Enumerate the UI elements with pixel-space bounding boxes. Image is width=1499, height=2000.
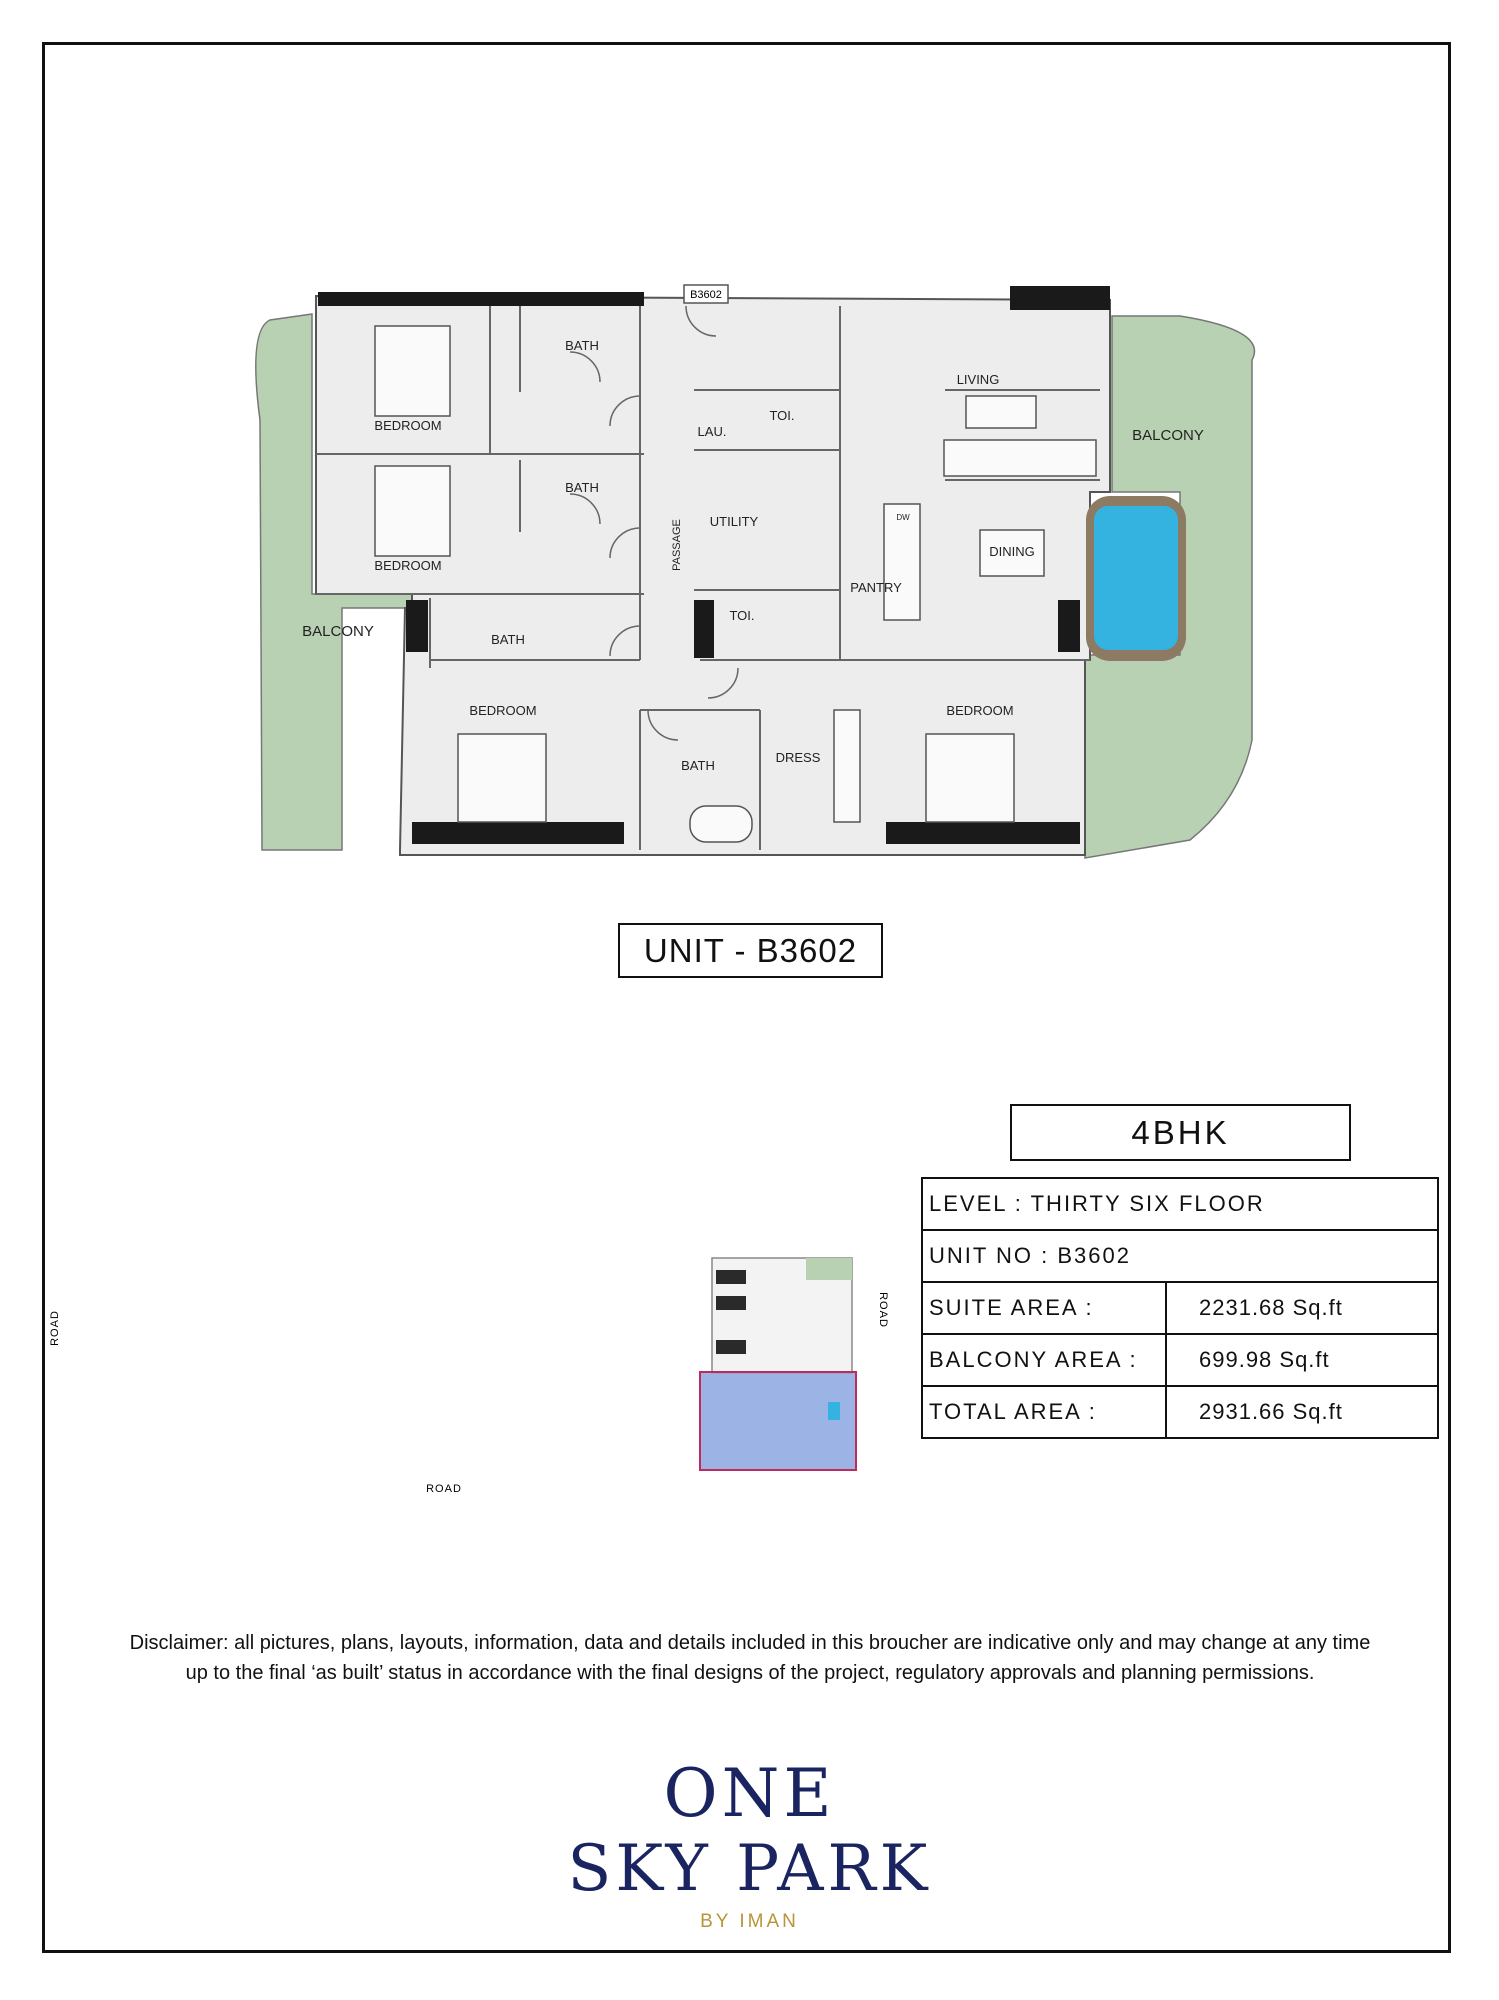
sofa: [944, 440, 1096, 476]
room-bedroom-1: BEDROOM: [374, 418, 442, 433]
table-row: [922, 1386, 1438, 1438]
room-bath-2: BATH: [565, 480, 599, 495]
brand-logo-line3: BY IMAN: [700, 1911, 799, 1932]
unit-type: 4BHK: [1010, 1104, 1351, 1161]
total-area-value: 2931.66 Sq.ft: [1166, 1386, 1438, 1438]
room-toi-1: TOI.: [769, 408, 795, 423]
room-dress: DRESS: [775, 750, 821, 765]
unit-no-cell: UNIT NO : B3602: [922, 1230, 1438, 1282]
room-toi-2: TOI.: [729, 608, 755, 623]
coffee-table: [966, 396, 1036, 428]
unit-tag: B3602: [690, 289, 722, 301]
bed-4: [926, 734, 1014, 822]
wall-bottom-left: [412, 822, 624, 844]
balcony-area-value: 699.98 Sq.ft: [1166, 1334, 1438, 1386]
area-table: [921, 1177, 1439, 1439]
room-dw: DW: [896, 513, 910, 522]
brand-logo-line1: ONE: [663, 1755, 836, 1832]
road-right: ROAD: [877, 1292, 889, 1328]
pool: [1094, 506, 1178, 650]
room-lau: LAU.: [697, 424, 727, 439]
key-plan-core-2: [716, 1296, 746, 1310]
wall-bottom-right: [886, 822, 1080, 844]
total-area-label: TOTAL AREA :: [922, 1386, 1166, 1438]
wall-left-mid: [406, 600, 428, 652]
room-bath-3: BATH: [491, 632, 525, 647]
room-dining: DINING: [989, 544, 1035, 559]
table-row: [922, 1282, 1438, 1334]
room-bath-4: BATH: [681, 758, 715, 773]
room-passage: PASSAGE: [671, 519, 683, 571]
room-pantry: PANTRY: [850, 580, 902, 595]
room-bedroom-2: BEDROOM: [374, 558, 442, 573]
room-utility: UTILITY: [709, 514, 759, 529]
unit-label: UNIT - B3602: [618, 923, 883, 978]
room-living: LIVING: [956, 372, 1000, 387]
key-plan-unit-highlight: [700, 1372, 856, 1470]
dress-unit: [834, 710, 860, 822]
suite-area-label: SUITE AREA :: [922, 1282, 1166, 1334]
disclaimer: Disclaimer: all pictures, plans, layouts, information, data and details included in this broucher are indicative only and may change at any time up to the final ‘as built’ status in accordance with the final designs of the project, regulatory approvals and planning permissions.: [129, 1632, 1371, 1684]
table-row: [922, 1178, 1438, 1230]
wall-right-mid: [1058, 600, 1080, 652]
key-plan-pool: [828, 1402, 840, 1420]
table-row: [922, 1230, 1438, 1282]
bathtub: [690, 806, 752, 842]
room-bath-1: BATH: [565, 338, 599, 353]
bed-2: [375, 466, 450, 556]
key-plan-garden: [806, 1258, 852, 1280]
bed-3: [458, 734, 546, 822]
balcony-area-label: BALCONY AREA :: [922, 1334, 1166, 1386]
road-left: ROAD: [49, 1310, 61, 1346]
table-row: [922, 1334, 1438, 1386]
suite-area-value: 2231.68 Sq.ft: [1166, 1282, 1438, 1334]
road-bottom: ROAD: [426, 1483, 462, 1495]
room-balcony-left: BALCONY: [302, 623, 374, 640]
wall-top-left: [318, 292, 644, 306]
wall-passage: [694, 600, 714, 658]
bed-1: [375, 326, 450, 416]
room-bedroom-3: BEDROOM: [469, 703, 537, 718]
level-cell: LEVEL : THIRTY SIX FLOOR: [922, 1178, 1438, 1230]
wall-top-right: [1010, 286, 1110, 310]
brand-logo-line2: SKY PARK: [567, 1832, 932, 1906]
key-plan-core-3: [716, 1340, 746, 1354]
key-plan-core-1: [716, 1270, 746, 1284]
room-bedroom-4: BEDROOM: [946, 703, 1014, 718]
room-balcony-right: BALCONY: [1132, 427, 1204, 444]
